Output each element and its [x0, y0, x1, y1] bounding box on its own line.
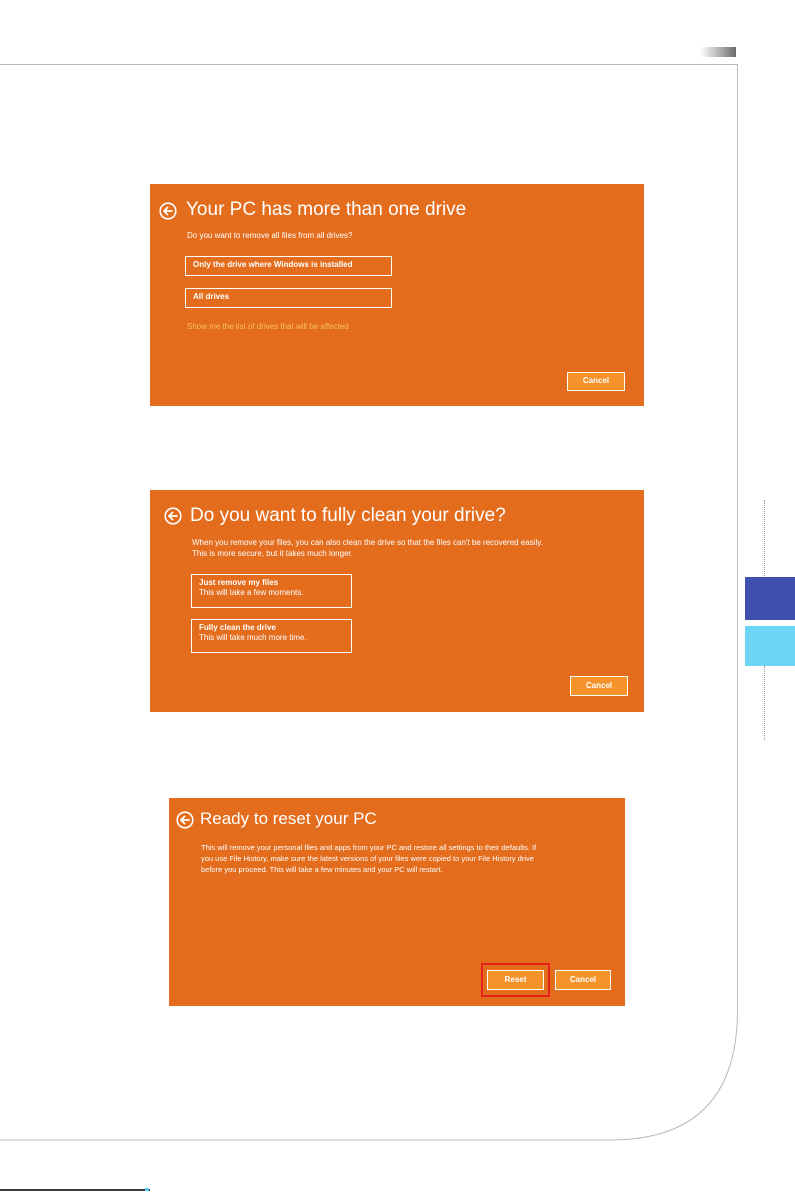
back-arrow-icon[interactable] — [164, 507, 182, 525]
page-corner-tab — [700, 47, 736, 57]
cancel-button[interactable]: Cancel — [567, 372, 625, 391]
dialog-description-line-2: This is more secure, but it takes much longer. — [192, 549, 353, 558]
side-tab-dark[interactable] — [745, 577, 795, 620]
page-bottom-line — [0, 1189, 150, 1191]
option-label: Fully clean the drive — [199, 623, 276, 632]
side-dotted-line-top — [764, 500, 765, 580]
clean-drive-dialog — [150, 490, 644, 712]
show-drives-link[interactable]: Show me the list of drives that will be affected — [187, 322, 349, 331]
back-arrow-icon[interactable] — [159, 202, 177, 220]
option-label: All drives — [193, 292, 230, 301]
dialog-description-line-2: you use File History, make sure the latest versions of your files were copied to your File History drive — [201, 854, 534, 863]
back-arrow-icon[interactable] — [176, 811, 194, 829]
dialog-description-line-1: When you remove your files, you can also clean the drive so that the files can't be recovered easily. — [192, 538, 543, 547]
dialog-description-line-1: This will remove your personal files and apps from your PC and restore all settings to their defaults. If — [201, 843, 537, 852]
cancel-button[interactable]: Cancel — [555, 970, 611, 990]
side-tab-light[interactable] — [745, 626, 795, 666]
side-dotted-line-bottom — [764, 666, 765, 740]
dialog-question: Do you want to remove all files from all drives? — [187, 231, 353, 240]
cancel-button[interactable]: Cancel — [570, 676, 628, 696]
option-just-remove-files[interactable] — [191, 574, 352, 608]
dialog-title: Ready to reset your PC — [200, 809, 377, 828]
multi-drive-dialog — [150, 184, 644, 406]
option-sublabel: This will take much more time. — [199, 633, 307, 642]
option-label: Just remove my files — [199, 578, 279, 587]
dialog-description-line-3: before you proceed. This will take a few minutes and your PC will restart. — [201, 865, 443, 874]
ready-to-reset-dialog — [169, 798, 625, 1006]
page-bottom-marker — [145, 1188, 149, 1191]
dialog-title: Your PC has more than one drive — [186, 199, 467, 220]
option-sublabel: This will take a few moments. — [199, 588, 304, 597]
reset-button[interactable]: Reset — [487, 970, 544, 990]
page-bottom-strip — [0, 1187, 200, 1192]
option-all-drives[interactable] — [185, 288, 392, 308]
option-label: Only the drive where Windows is installed — [193, 260, 353, 269]
option-fully-clean-drive[interactable] — [191, 619, 352, 653]
option-windows-drive[interactable] — [185, 256, 392, 276]
dialog-title: Do you want to fully clean your drive? — [190, 505, 506, 526]
